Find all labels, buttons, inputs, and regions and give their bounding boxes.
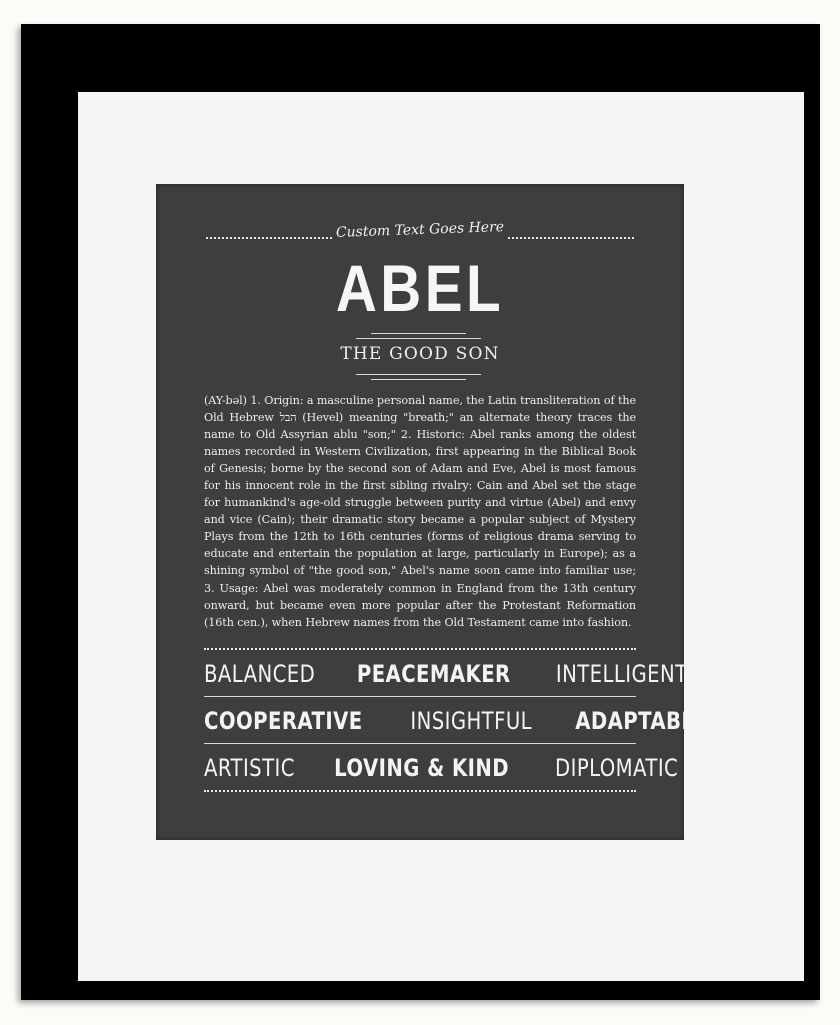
top-right-dotted-rule: [508, 237, 634, 239]
trait: ADAPTABLE: [574, 707, 708, 735]
traits-row-2: [204, 704, 708, 738]
name-definition: (AY-bəl) 1. Origin: a masculine personal name, the Latin transliteration of the Old Hebrew הבל (Hevel) meaning "breath;" an alternate theory traces the name to Old Assyrian ablu "son;" 2. Historic: Abel ranks among the oldest names recorded in Western Civilization, first appearing in the Biblical Book of Genesis; borne by the second son of Adam and Eve, Abel is most famous for his innocent role in the first sibling rivalry: Cain and Abel set the stage for humankind's age-old struggle between purity and virtue (Abel) and envy and vice (Cain); their dramatic story became a popular subject of Mystery Plays from the 12th to 16th centuries (forms of religious drama serving to educate and entertain the population at large, particularly in Europe); as a shining symbol of "the good son," Abel's name soon came into familiar use; 3. Usage: Abel was moderately common in England from the 13th century onward, but became even more popular after the Protestant Reformation (16th cen.), when Hebrew names from the Old Testament came into fashion.: [204, 394, 636, 629]
trait: ARTISTIC: [204, 754, 295, 782]
title-rule-1: [371, 333, 466, 334]
trait: LOVING & KIND: [334, 754, 509, 782]
traits-bottom-dotted-rule: [204, 790, 636, 792]
meaning-rule-2: [371, 379, 466, 380]
traits-rule-2: [204, 743, 636, 744]
trait: DIPLOMATIC: [555, 754, 679, 782]
title-rule-2: [356, 338, 481, 339]
trait: COOPERATIVE: [204, 707, 363, 735]
meaning-rule-1: [356, 374, 481, 375]
trait: INTELLIGENT: [555, 660, 688, 688]
custom-text: Custom Text Goes Here: [335, 219, 505, 241]
trait: PEACEMAKER: [356, 660, 511, 688]
name-print: [156, 184, 708, 840]
name-title: ABEL: [335, 251, 505, 325]
name-meaning: THE GOOD SON: [340, 344, 500, 364]
traits-row-3: [204, 751, 679, 785]
traits-rule-1: [204, 696, 636, 697]
traits-row-1: [204, 657, 688, 691]
trait: INSIGHTFUL: [410, 707, 533, 735]
traits-top-dotted-rule: [204, 648, 636, 650]
trait: BALANCED: [204, 660, 316, 688]
